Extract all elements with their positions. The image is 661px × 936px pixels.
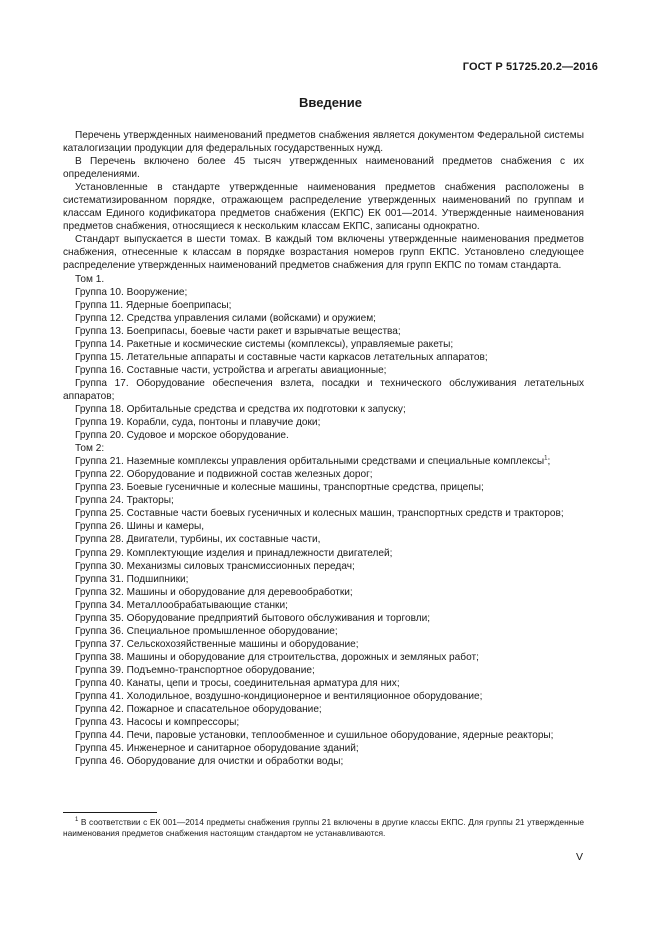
section-title: Введение <box>299 95 362 110</box>
group-item: Группа 15. Летательные аппараты и составные части каркасов летательных аппаратов; <box>75 351 488 363</box>
group-item-21 <box>63 455 584 468</box>
footnote-text: В соответствии с ЕК 001—2014 предметы снабжения группы 21 включены в другие классы ЕКПС. Для группы 21 утвержденные наименования предметов снабжения настоящим стандартом не устанавливаются. <box>63 817 585 838</box>
group-item: Группа 28. Двигатели, турбины, их составные части, <box>75 534 321 546</box>
group-item: Группа 30. Механизмы силовых трансмиссионных передач; <box>75 560 355 572</box>
footnote-mark: 1 <box>75 817 79 824</box>
group-item: Группа 24. Тракторы; <box>75 495 174 507</box>
group-item: Группа 46. Оборудование для очистки и обработки воды; <box>75 756 344 768</box>
volume-1-label: Том 1. <box>75 273 105 285</box>
group-item: Группа 17. Оборудование обеспечения взлета, посадки и технического обслуживания летательных аппаратов; <box>63 377 584 402</box>
group-item: Группа 42. Пожарное и спасательное оборудование; <box>75 704 322 716</box>
group-item: Группа 44. Печи, паровые установки, теплообменное и сушильное оборудование, ядерные реакторы; <box>75 730 554 742</box>
group-item: Группа 36. Специальное промышленное оборудование; <box>75 625 338 637</box>
document-code: ГОСТ Р 51725.20.2—2016 <box>462 61 598 73</box>
volume-2-label: Том 2: <box>75 443 105 455</box>
intro-paragraph-3: Установленные в стандарте утвержденные наименования предметов снабжения расположены в систематизированном порядке, отражающем распределение утвержденных наименований по группам и классам Единого кодификатора предметов снабжения (ЕКПС) ЕК 001—2014. Утвержденные наименования предметов снабжения, относящиеся к нескольким классам ЕКПС, записаны однократно. <box>63 182 584 233</box>
intro-paragraph-2: В Перечень включено более 45 тысяч утвержденных наименований предметов снабжения с их определениями. <box>63 156 584 181</box>
group-item: Группа 16. Составные части, устройства и агрегаты авиационные; <box>75 364 387 376</box>
intro-paragraph-4: Стандарт выпускается в шести томах. В каждый том включены утвержденные наименования предметов снабжения, отнесенные к классам в порядке возрастания номеров групп ЕКПС. Установлено следующее распределение утвержденных наименований предметов снабжения для групп ЕКПС по томам стандарта. <box>63 234 584 272</box>
group-item: Группа 31. Подшипники; <box>75 573 189 585</box>
group-item: Группа 22. Оборудование и подвижной состав железных дорог; <box>75 469 373 481</box>
group-item: Группа 41. Холодильное, воздушно-кондиционерное и вентиляционное оборудование; <box>75 691 483 703</box>
group-item: Группа 43. Насосы и компрессоры; <box>75 717 240 729</box>
group-item: Группа 10. Вооружение; <box>75 286 188 298</box>
intro-paragraph-1: Перечень утвержденных наименований предметов снабжения является документом Федеральной системы каталогизации продукции для федеральных государственных нужд. <box>63 130 584 155</box>
group-item: Группа 38. Машины и оборудование для строительства, дорожных и земляных работ; <box>75 651 479 663</box>
group-21-text: Группа 21. Наземные комплексы управления орбитальными средствами и специальные комплексы <box>75 456 545 468</box>
group-item: Группа 23. Боевые гусеничные и колесные машины, транспортные средства, прицепы; <box>75 482 484 494</box>
group-item: Группа 19. Корабли, суда, понтоны и плавучие доки; <box>75 417 321 429</box>
group-item: Группа 40. Канаты, цепи и тросы, соединительная арматура для них; <box>75 677 400 689</box>
group-21-end: ; <box>547 456 551 468</box>
footnote <box>63 817 584 839</box>
footnote-reference[interactable]: 1 <box>544 455 548 462</box>
group-item: Группа 14. Ракетные и космические системы (комплексы), управляемые ракеты; <box>75 338 454 350</box>
group-item: Группа 11. Ядерные боеприпасы; <box>75 299 232 311</box>
group-item: Группа 45. Инженерное и санитарное оборудование зданий; <box>75 743 359 755</box>
document-body <box>63 129 584 768</box>
group-item: Группа 37. Сельскохозяйственные машины и оборудование; <box>75 638 359 650</box>
page-number: V <box>575 851 583 863</box>
group-item: Группа 18. Орбитальные средства и средства их подготовки к запуску; <box>75 403 406 415</box>
group-item: Группа 39. Подъемно-транспортное оборудование; <box>75 664 315 676</box>
group-item: Группа 25. Составные части боевых гусеничных и колесных машин, транспортных средств и тракторов; <box>75 508 564 520</box>
group-item: Группа 20. Судовое и морское оборудование. <box>75 430 289 442</box>
footnote-divider <box>63 812 157 813</box>
group-item: Группа 13. Боеприпасы, боевые части ракет и взрывчатые вещества; <box>75 325 401 337</box>
group-item: Группа 32. Машины и оборудование для деревообработки; <box>75 586 353 598</box>
group-item: Группа 29. Комплектующие изделия и принадлежности двигателей; <box>75 547 393 559</box>
group-item: Группа 12. Средства управления силами (войсками) и оружием; <box>75 312 376 324</box>
group-item: Группа 35. Оборудование предприятий бытового обслуживания и торговли; <box>75 612 431 624</box>
group-item: Группа 26. Шины и камеры, <box>75 521 205 533</box>
group-item: Группа 34. Металлообрабатывающие станки; <box>75 599 288 611</box>
